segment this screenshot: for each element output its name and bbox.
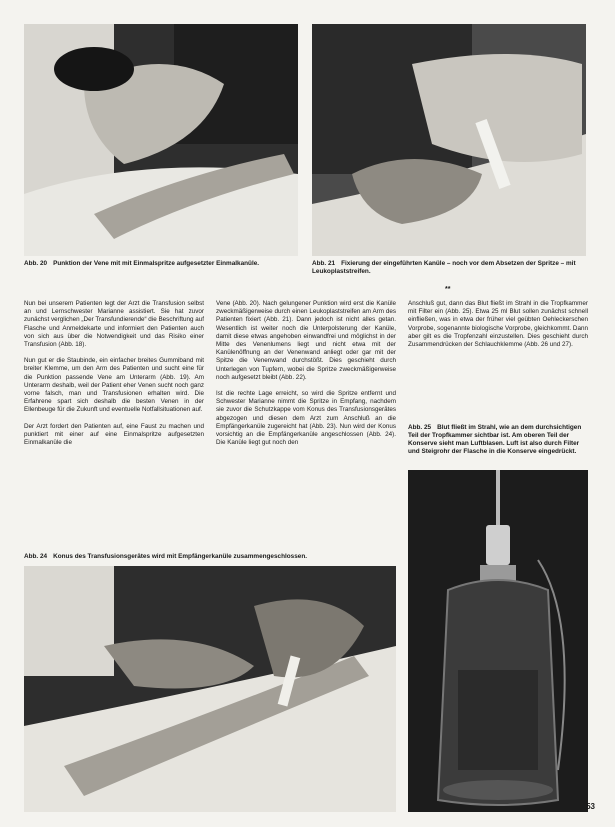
caption-fig25 [408, 424, 588, 456]
photo-fig25 [408, 470, 588, 812]
text-column-2 [216, 300, 396, 455]
caption-text: Blut fließt im Strahl, wie an dem durchsichtigen Teil der Tropfkammer sichtbar ist. Am oberen Teil der Konserve sieht man Luftblasen. Luft ist also durch Filter und Steigrohr der Flasche in die Konserve eingedrückt. [408, 424, 582, 455]
caption-text: Konus des Transfusionsgerätes wird mit Empfängerkanüle zusammengeschlossen. [53, 553, 308, 560]
text-column-1 [24, 300, 204, 455]
paragraph: Ist die rechte Lage erreicht, so wird die Spritze entfernt und Schwester Marianne nimmt die Spritze in Empfang, nachdem sie zuvor die Schutzkappe vom Konus des Transfusionsgerätes abgezogen und diesen dem Arzt zum Anschluß an die Empfängerkanüle zugereicht hat (Abb. 23). Nun wird der Konus vorsichtig an die Empfängerkanüle angeschlossen (Abb. 24). Die Kanüle liegt gut noch den [216, 390, 396, 447]
paragraph: Nun bei unserem Patienten legt der Arzt die Transfusion selbst an und Lernschwester Marianne assistiert. Sie hat zuvor zunächst verglichen „Der Transfundierende“ die Beschriftung auf Flasche und Anmeldekarte und informiert den Patienten auch von sich aus über die Notwendigkeit und das Risiko einer Transfusion (Abb. 18). [24, 300, 204, 349]
paragraph: Der Arzt fordert den Patienten auf, eine Faust zu machen und punktiert mit einer auf eine Einmalspritze aufgesetzten Einmalkanüle die [24, 422, 204, 447]
caption-number: Abb. 24 [24, 553, 48, 560]
paragraph: Nun gut er die Staubinde, ein einfacher breites Gummiband mit breiter Klemme, um den Arm des Patienten und sucht eine für die Punktion passende Vene am Unterarm (Abb. 19). Am Unterarm deshalb, weil der Patient eher Venen sucht noch ganz vorne falsch, man und Transfusionen erhalten wird. Die Erfahrene spart sich deshalb die besten Venen in der Ellenbeuge für die Zukunft und eventuelle Notfallsituationen auf. [24, 357, 204, 414]
photo-fig21 [312, 24, 586, 256]
caption-fig20 [24, 260, 298, 268]
ornament: ** [445, 286, 451, 293]
caption-text: Fixierung der eingeführten Kanüle – noch vor dem Absetzen der Spritze – mit Leukoplaststreifen. [312, 260, 576, 275]
page-number: 53 [586, 802, 595, 811]
caption-number: Abb. 25 [408, 424, 432, 431]
caption-number: Abb. 21 [312, 260, 336, 267]
photo-fig24 [24, 566, 396, 812]
caption-text: Punktion der Vene mit mit Einmalspritze aufgesetzter Einmalkanüle. [53, 260, 260, 267]
paragraph: Anschluß gut, dann das Blut fließt im Strahl in die Tropfkammer mit Filter ein (Abb. 25). Etwa 25 ml Blut sollen zunächst schnell einfließen, was in etwa der früher viel geübten Oehleckerschen Vorprobe, sogenannte biologische Vorprobe, gleichkommt. Dann aber gilt es die Tropfenzahl einzustellen. Dies geschieht durch Zusammendrücken der Schlauchklemme (Abb. 26 und 27). [408, 300, 588, 349]
caption-fig21 [312, 260, 586, 276]
caption-number: Abb. 20 [24, 260, 48, 267]
caption-fig24 [24, 553, 396, 561]
text-column-3 [408, 300, 588, 357]
photo-fig20 [24, 24, 298, 256]
paragraph: Vene (Abb. 20). Nach gelungener Punktion wird erst die Kanüle zweckmäßigerweise durch einen Leukoplaststreifen am Arm des Patienten fixiert (Abb. 21). Dann jedoch ist nicht alles getan. Wesentlich ist weiter noch die Unterpolsterung der Kanüle, damit diese etwas angehoben einwandfrei und möglichst in der Mitte des Venenlumens liegt und nicht etwa mit der Kanülenöffnung an der Venenwand anliegt oder gar mit der Spitze die Venenwand durchstößt. Dies geschieht durch Unterlegen von Tupfern, wobei die Spritze zweckmäßigerweise noch aufgesetzt bleibt (Abb. 22). [216, 300, 396, 381]
